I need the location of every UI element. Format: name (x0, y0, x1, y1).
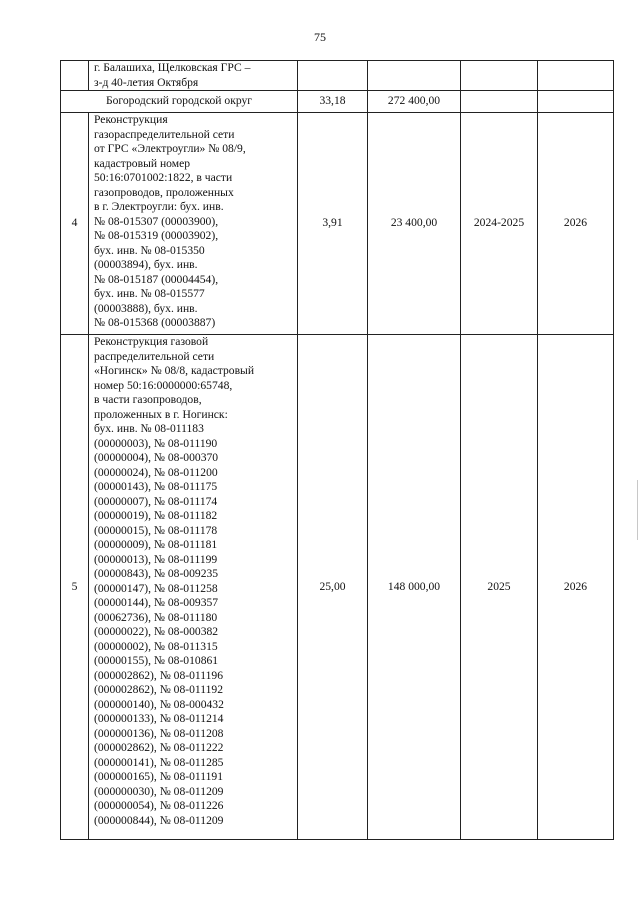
cell-year-empty (538, 91, 614, 113)
description-line: в г. Электроугли: бух. инв. (94, 200, 224, 213)
district-length: 33,18 (298, 91, 368, 113)
table-row-4 (61, 113, 614, 335)
description-line: (00000147), № 08-011258 (94, 581, 218, 595)
scan-edge-mark (637, 480, 638, 540)
description-line: (00000003), № 08-011190 (94, 436, 218, 450)
description-line: (00000022), № 08-000382 (94, 625, 219, 638)
row-cost: 23 400,00 (368, 113, 461, 335)
description-line: бух. инв. № 08-015577 (94, 287, 205, 300)
description-line: (000000030), № 08-011209 (94, 784, 224, 798)
cell-length-empty (298, 61, 368, 91)
description-line: (00000009), № 08-011181 (94, 538, 218, 551)
description-line: з-д 40-летия Октября (94, 75, 199, 89)
description-line: г. Балашиха, Щелковская ГРС – (94, 61, 251, 74)
cell-num-empty (61, 61, 89, 91)
district-cost: 272 400,00 (368, 91, 461, 113)
description-line: (00000015), № 08-011178 (94, 523, 218, 537)
table-row-continuation (61, 61, 614, 91)
description-line: № 08-015187 (00004454), (94, 272, 219, 286)
description-line: (000000140), № 08-000432 (94, 697, 224, 711)
description-line: проложенных в г. Ногинск: (94, 407, 228, 421)
row-length: 3,91 (298, 113, 368, 335)
description-line: (00000007), № 08-011174 (94, 494, 218, 508)
description-line: (00000144), № 08-009357 (94, 596, 219, 609)
description-line: Реконструкция (94, 113, 168, 126)
row-cost: 148 000,00 (368, 335, 461, 840)
description-line: (00000019), № 08-011182 (94, 509, 218, 522)
description-line: (00062736), № 08-011180 (94, 610, 218, 624)
description-line: (000002862), № 08-011222 (94, 741, 224, 754)
description-line: (00000004), № 08-000370 (94, 451, 219, 464)
cell-cost-empty (368, 61, 461, 91)
description-line: в части газопроводов, (94, 393, 202, 406)
cell-year-empty (538, 61, 614, 91)
description-line: (00000843), № 08-009235 (94, 567, 219, 580)
description-line: газопроводов, проложенных (94, 185, 234, 199)
description-line: (000000136), № 08-011208 (94, 726, 224, 740)
row-period: 2024-2025 (461, 113, 538, 335)
description-line: Реконструкция газовой (94, 335, 209, 348)
description-line: (000000054), № 08-011226 (94, 799, 224, 812)
description-line: (00000002), № 08-011315 (94, 639, 218, 653)
page-number: 75 (314, 30, 326, 44)
description-line: (00003894), бух. инв. (94, 258, 198, 271)
description-line: № 08-015319 (00003902), (94, 229, 219, 242)
description-line: номер 50:16:0000000:65748, (94, 378, 233, 392)
table-row-district (61, 91, 614, 113)
description-line: (000000165), № 08-011191 (94, 770, 224, 783)
description-line: (000000133), № 08-011214 (94, 712, 224, 725)
description-line: (00000013), № 08-011199 (94, 552, 218, 566)
description-line: от ГРС «Электроугли» № 08/9, (94, 142, 246, 155)
cell-description (89, 61, 298, 91)
row-length: 25,00 (298, 335, 368, 840)
description-line: № 08-015307 (00003900), (94, 214, 219, 228)
row-number: 5 (61, 335, 89, 840)
description-line: (000002862), № 08-011192 (94, 683, 224, 696)
row-year: 2026 (538, 113, 614, 335)
description-line: бух. инв. № 08-015350 (94, 243, 205, 257)
description-line: № 08-015368 (00003887) (94, 316, 216, 329)
description-line: (00000024), № 08-011200 (94, 465, 218, 479)
description-line: (00003888), бух. инв. (94, 301, 198, 315)
row-period: 2025 (461, 335, 538, 840)
description-line: 50:16:0701002:1822, в части (94, 171, 233, 184)
district-name: Богородский городской округ (61, 91, 298, 113)
description-line: (000000844), № 08-011209 (94, 813, 224, 827)
description-line: (000000141), № 08-011285 (94, 755, 224, 769)
description-line: бух. инв. № 08-011183 (94, 422, 204, 435)
description-line: «Ногинск» № 08/8, кадастровый (94, 364, 255, 377)
table-row-5 (61, 335, 614, 840)
description-line: (00000143), № 08-011175 (94, 480, 218, 493)
description-line: (00000155), № 08-010861 (94, 654, 219, 667)
cell-period-empty (461, 61, 538, 91)
row-number: 4 (61, 113, 89, 335)
cell-period-empty (461, 91, 538, 113)
description-line: (000002862), № 08-011196 (94, 668, 224, 682)
cell-description (89, 113, 298, 335)
investment-table (60, 60, 614, 840)
row-year: 2026 (538, 335, 614, 840)
description-line: газораспределительной сети (94, 127, 235, 141)
description-line: кадастровый номер (94, 156, 191, 170)
description-line: распределительной сети (94, 349, 215, 363)
cell-description (89, 335, 298, 840)
